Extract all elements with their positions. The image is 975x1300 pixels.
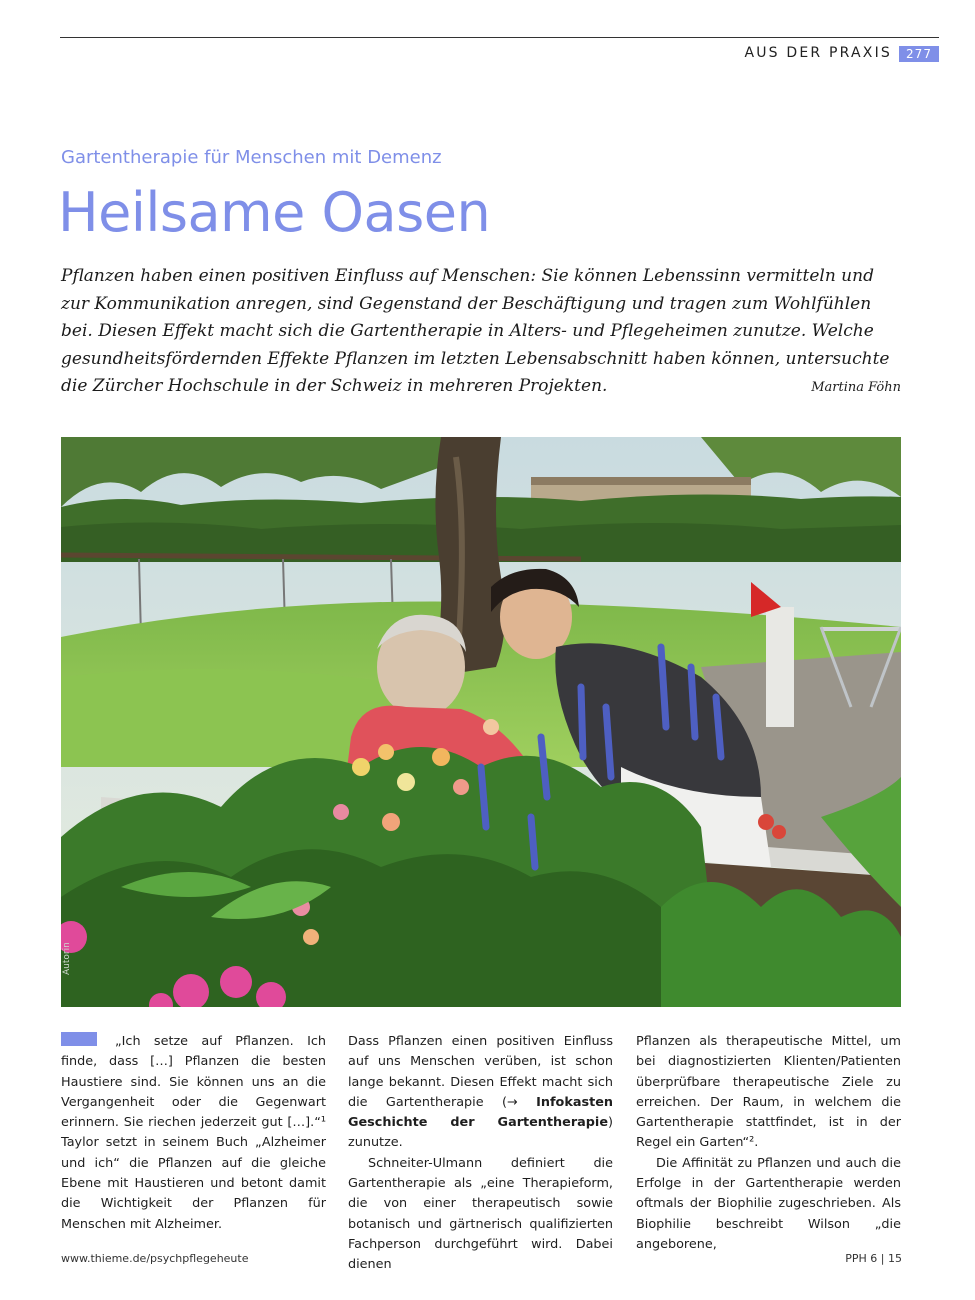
article-title: Heilsame Oasen <box>58 181 491 244</box>
infobox-reference-link[interactable]: Infokasten Geschichte der Gartentherapie <box>348 1094 613 1131</box>
photo-credit: Autorin <box>62 942 72 975</box>
section-label: AUS DER PRAXIS <box>744 45 892 61</box>
article-lead: Pflanzen haben einen positiven Einfluss auf Menschen: Sie können Lebenssinn vermitteln und zur Kommunikation anregen, sind Gegenstand der Beschäftigung und tragen zum Wohlfühlen bei. Diesen Effekt macht sich die Gartentherapie in Alters- und Pflegeheimen zunutze. Welche gesundheitsfördernden Effekte Pflanzen im letzten Lebensabschnitt haben können, untersuchte die Zürcher Hochschule in der Schweiz in mehreren Projekten. <box>61 266 890 396</box>
col2-paragraph-2: Schneiter-Ulmann definiert die Gartentherapie als „eine Therapieform, die von einer therapeutisch sowie botanisch und gärtnerisch qualifizierten Fachperson durchgeführt wird. Dabei dienen <box>348 1155 613 1273</box>
col1-paragraph: „Ich setze auf Pflanzen. Ich finde, dass […] Pflanzen die besten Haustiere sind. Sie können uns an die Vergangenheit oder die Gegenwart erinnern. Sie riechen jederzeit gut […].“¹ Taylor setzt in seinem Buch „Alzheimer und ich“ die Pflanzen auf die gleiche Ebene mit Haustieren und betont damit die Wichtigkeit der Pflanzen für Menschen mit Alzheimer. <box>61 1034 326 1232</box>
footer-url[interactable]: www.thieme.de/psychpflegeheute <box>61 1252 249 1265</box>
garden-therapy-photo <box>61 437 901 1007</box>
text-column-3 <box>636 1032 901 1255</box>
article-kicker: Gartentherapie für Menschen mit Demenz <box>61 147 442 168</box>
col2-paragraph-1 <box>348 1032 613 1154</box>
col2-text-b: ) zunutze. <box>348 1115 613 1151</box>
header-rule <box>60 37 939 38</box>
col2-text-a: Dass Pflanzen einen positiven Einfluss auf uns Menschen verüben, ist schon lange bekannt. Diesen Effekt macht sich die Gartentherapie (→ <box>348 1034 613 1110</box>
col3-paragraph-2: Die Affinität zu Pflanzen und auch die Erfolge in der Gartentherapie werden oftmals der Biophilie zugeschrieben. Als Biophilie beschreibt Wilson „die angeborene, <box>636 1155 901 1252</box>
footer-issue: PPH 6 | 15 <box>845 1252 902 1265</box>
text-column-1 <box>61 1032 326 1235</box>
text-column-2 <box>348 1032 613 1276</box>
article-author: Martina Föhn <box>811 380 901 395</box>
col3-paragraph-1: Pflanzen als therapeutische Mittel, um bei diagnostizierten Klienten/Patienten überprüfbare therapeutische Ziele zu erreichen. Der Raum, in welchem die Gartentherapie stattfindet, ist in der Regel ein Garten“². <box>636 1034 901 1151</box>
paragraph-marker <box>61 1032 97 1046</box>
page-number: 277 <box>899 46 939 62</box>
